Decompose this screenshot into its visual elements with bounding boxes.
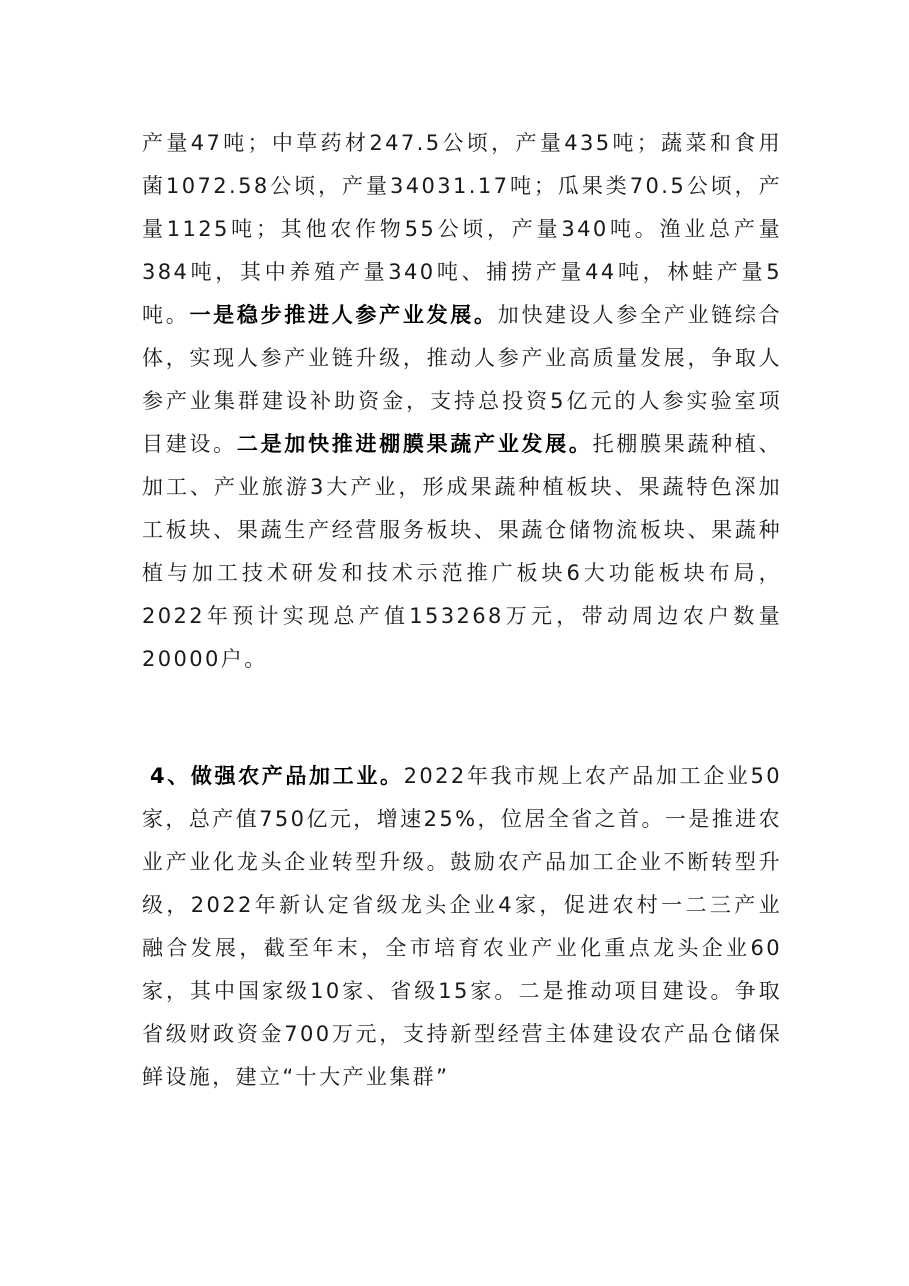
- paragraph-text-ginseng: 加快建设人参全产业链综合体，实现人参产业链升级，推动人参产业高质量发展，争取人参产业集群建设补助资金，支持总投资5亿元的人参实验室项目建设。: [142, 303, 782, 456]
- section-heading-processing: 4、做强农产品加工业。: [150, 764, 404, 788]
- paragraph-text-greenhouse: 托棚膜果蔬种植、加工、产业旅游3大产业，形成果蔬种植板块、果蔬特色深加工板块、果蔬生产经营服务板块、果蔬仓储物流板块、果蔬种植与加工技术研发和技术示范推广板块6大功能板块布局，2022年预计实现总产值153268万元，带动周边农户数量20000户。: [142, 432, 782, 671]
- bold-heading-greenhouse: 二是加快推进棚膜果蔬产业发展。: [236, 432, 593, 456]
- paragraph-processing-industry: [142, 755, 782, 1099]
- paragraph-agriculture-output: [142, 122, 782, 681]
- paragraph-text-output-stats: 产量47吨；中草药材247.5公顷，产量435吨；蔬菜和食用菌1072.58公顷，产量34031.17吨；瓜果类70.5公顷，产量1125吨；其他农作物55公顷，产量340吨。渔业总产量384吨，其中养殖产量340吨、捕捞产量44吨，林蛙产量5吨。: [142, 131, 782, 327]
- paragraph-text-processing: 2022年我市规上农产品加工企业50家，总产值750亿元，增速25%，位居全省之首。一是推进农业产业化龙头企业转型升级。鼓励农产品加工企业不断转型升级，2022年新认定省级龙头企业4家，促进农村一二三产业融合发展，截至年末，全市培育农业产业化重点龙头企业60家，其中国家级10家、省级15家。二是推动项目建设。争取省级财政资金700万元，支持新型经营主体建设农产品仓储保鲜设施，建立“十大产业集群”: [142, 764, 782, 1089]
- bold-heading-ginseng: 一是稳步推进人参产业发展。: [189, 303, 498, 327]
